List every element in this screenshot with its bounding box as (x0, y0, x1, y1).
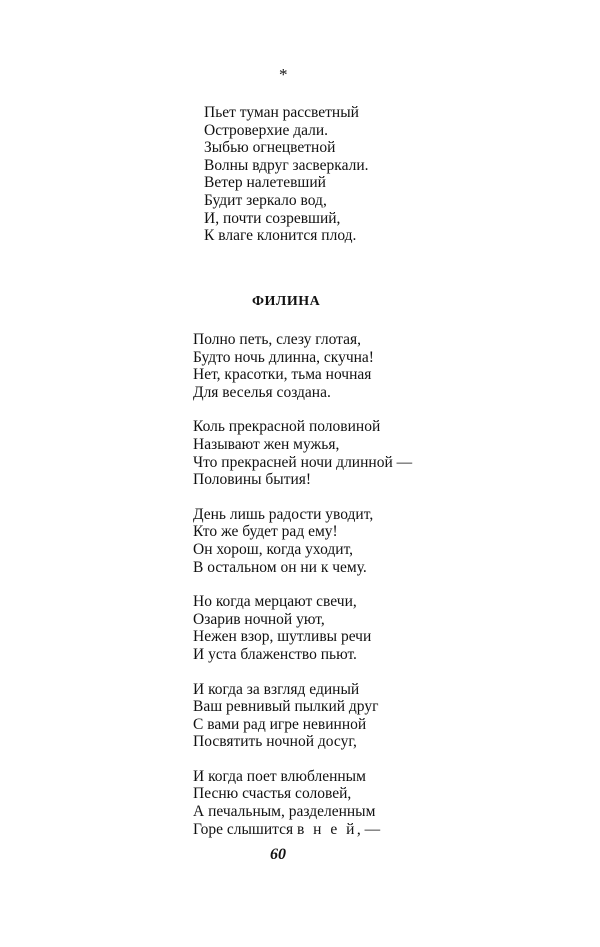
stanza (193, 418, 412, 488)
last-line-start: Горе слышится (193, 820, 294, 838)
poem-line: В остальном он ни к чему. (193, 558, 367, 576)
poem-line: К влаге клонится плод. (204, 227, 357, 245)
poem-filina (193, 331, 412, 838)
poem-line: Коль прекрасной половиной (193, 418, 381, 436)
poem-line: Пьет туман рассветный (204, 104, 359, 121)
poem-line: Волны вдруг засверкали. (204, 156, 369, 174)
poem-line: С вами рад игре невинной (193, 715, 367, 733)
poem-line: Песню счастья соловей, (193, 785, 352, 803)
poem-line: Кто же будет рад ему! (193, 523, 338, 541)
poem-line: Он хорош, когда уходит, (193, 540, 354, 558)
stanza (193, 593, 412, 663)
poem-line: Зыбью огнецветной (204, 139, 336, 157)
poem-untitled (204, 104, 369, 245)
poem-line: Называют жен мужья, (193, 435, 340, 453)
poem-line-last (193, 821, 412, 839)
poem-line: И когда поет влюбленным (193, 767, 366, 785)
poem-line: Островерхие дали. (204, 121, 328, 139)
poem-line: А печальным, разделенным (193, 803, 376, 821)
stanza (193, 506, 412, 576)
poem-line: Нежен взор, шутливы речи (193, 628, 372, 646)
poem-line: И уста блаженство пьют. (193, 645, 357, 663)
poem-line: Будто ночь длинна, скучна! (193, 348, 374, 366)
poem-line: День лишь радости уводит, (193, 505, 374, 523)
stanza (193, 768, 412, 838)
poem-line: Нет, красотки, тьма ночная (193, 366, 372, 384)
poem-line: И, почти созревший, (204, 209, 341, 227)
section-separator: * (279, 65, 288, 84)
poem-line: Ветер налетевший (204, 174, 326, 192)
poem-line: Посвятить ночной досуг, (193, 733, 357, 751)
last-line-end: , — (356, 820, 381, 838)
stanza (193, 681, 412, 751)
poem-line: Что прекрасней ночи длинной — (193, 453, 413, 471)
poem-line: Озарив ночной уют, (193, 610, 325, 628)
poem-title: ФИЛИНА (252, 294, 321, 309)
poem-line: Половины бытия! (193, 471, 312, 489)
poem-line: Но когда мерцают свечи, (193, 593, 357, 611)
page-number: 60 (270, 846, 286, 863)
poem-line: Для веселья создана. (193, 383, 331, 401)
poem-line: Будит зеркало вод, (204, 191, 327, 209)
poem-line: Ваш ревнивый пылкий друг (193, 698, 379, 716)
poem-line: И когда за взгляд единый (193, 680, 360, 698)
last-line-spaced: в н е й (296, 820, 357, 838)
stanza (193, 331, 412, 401)
poem-line: Полно петь, слезу глотая, (193, 331, 361, 348)
